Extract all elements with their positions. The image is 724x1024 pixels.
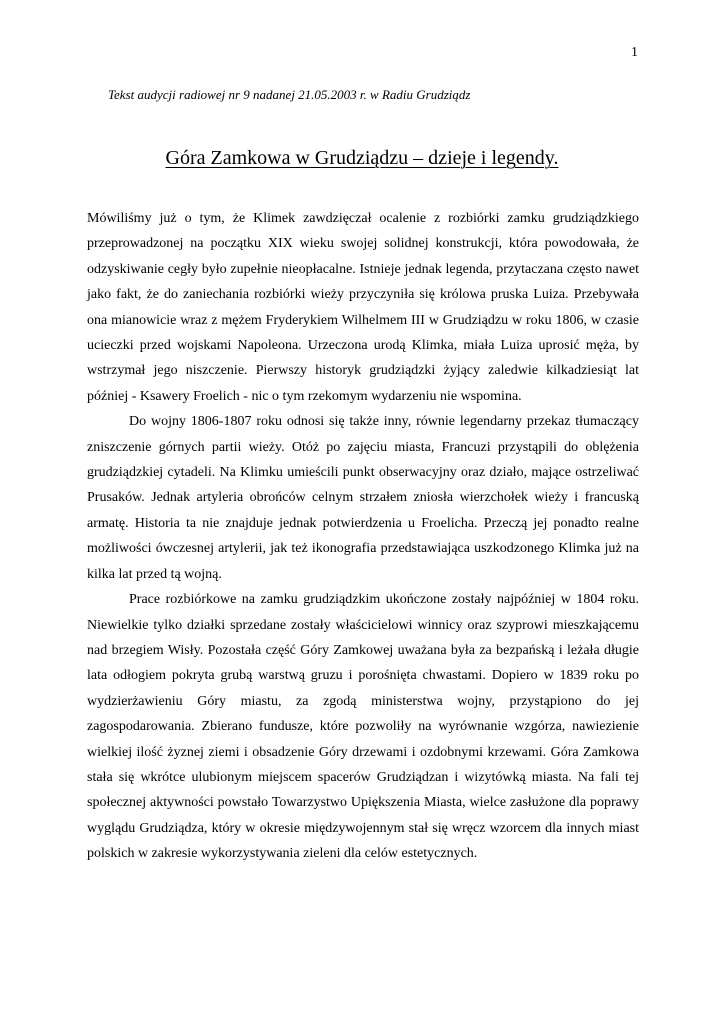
page-number: 1 (631, 45, 638, 60)
paragraph-3: Prace rozbiórkowe na zamku grudziądzkim ukończone zostały najpóźniej w 1804 roku. Niewielkie tylko działki sprzedane zostały właścicielowi winnicy oraz szyprowi mieszkającemu nad brzegiem Wisły. Pozostała część Góry Zamkowej uważana była za bezpańską i leżała długie lata odłogiem pokryta grubą warstwą gruzu i porośnięta chwastami. Dopiero w 1839 roku po wydzierżawieniu Góry miastu, za zgodą ministerstwa wojny, przystąpiono do jej zagospodarowania. Zbierano fundusze, które pozwoliły na wyrównanie wzgórza, nawiezienie wielkiej ilość żyznej ziemi i obsadzenie Góry drzewami i ozdobnymi krzewami. Góra Zamkowa stała się wkrótce ulubionym miejscem spacerów Grudziądzan i wizytówką miasta. Na fali tej społecznej aktywności powstało Towarzystwo Upiększenia Miasta, wielce zasłużone dla poprawy wyglądu Grudziądza, który w okresie międzywojennym stał się wręcz wzorcem dla innych miast polskich w zakresie wykorzystywania zieleni dla celów estetycznych. (87, 592, 639, 862)
broadcast-note: Tekst audycji radiowej nr 9 nadanej 21.05.2003 r. w Radiu Grudziądz (108, 87, 471, 102)
document-title-text: Góra Zamkowa w Grudziądzu – dzieje i legendy. (165, 147, 559, 169)
paragraph-1: Mówiliśmy już o tym, że Klimek zawdzięczał ocalenie z rozbiórki zamku grudziądzkiego przeprowadzonej na początku XIX wieku swojej solidnej konstrukcji, która powodowała, że odzyskiwanie cegły było zupełnie nieopłacalne. Istnieje jednak legenda, przytaczana często nawet jako fakt, że do zaniechania rozbiórki wieży przyczyniła się królowa pruska Luiza. Przebywała ona mianowicie wraz z mężem Fryderykiem Wilhelmem III w Grudziądzu w roku 1806, w czasie ucieczki przed wojskami Napoleona. Urzeczona urodą Klimka, miała Luiza uprosić męża, by wstrzymał jego niszczenie. Pierwszy historyk grudziądzki żyjący zaledwie kilkadziesiąt lat później - Ksawery Froelich - nic o tym rzekomym wydarzeniu nie wspomina. (87, 211, 639, 404)
document-title (0, 145, 724, 171)
paragraph-2: Do wojny 1806-1807 roku odnosi się także inny, równie legendarny przekaz tłumaczący zniszczenie górnych partii wieży. Otóż po zajęciu miasta, Francuzi przystąpili do oblężenia grudziądzkiej cytadeli. Na Klimku umieścili punkt obserwacyjny oraz działo, mające ostrzeliwać Prusaków. Jednak artyleria obrońców celnym strzałem zniosła wierzchołek wieży i francuską armatę. Historia ta nie znajduje jednak potwierdzenia u Froelicha. Przeczą jej ponadto realne możliwości ówczesnej artylerii, jak też ikonografia przedstawiająca uszkodzonego Klimka już na kilka lat przed tą wojną. (87, 414, 639, 582)
document-body (87, 206, 639, 867)
